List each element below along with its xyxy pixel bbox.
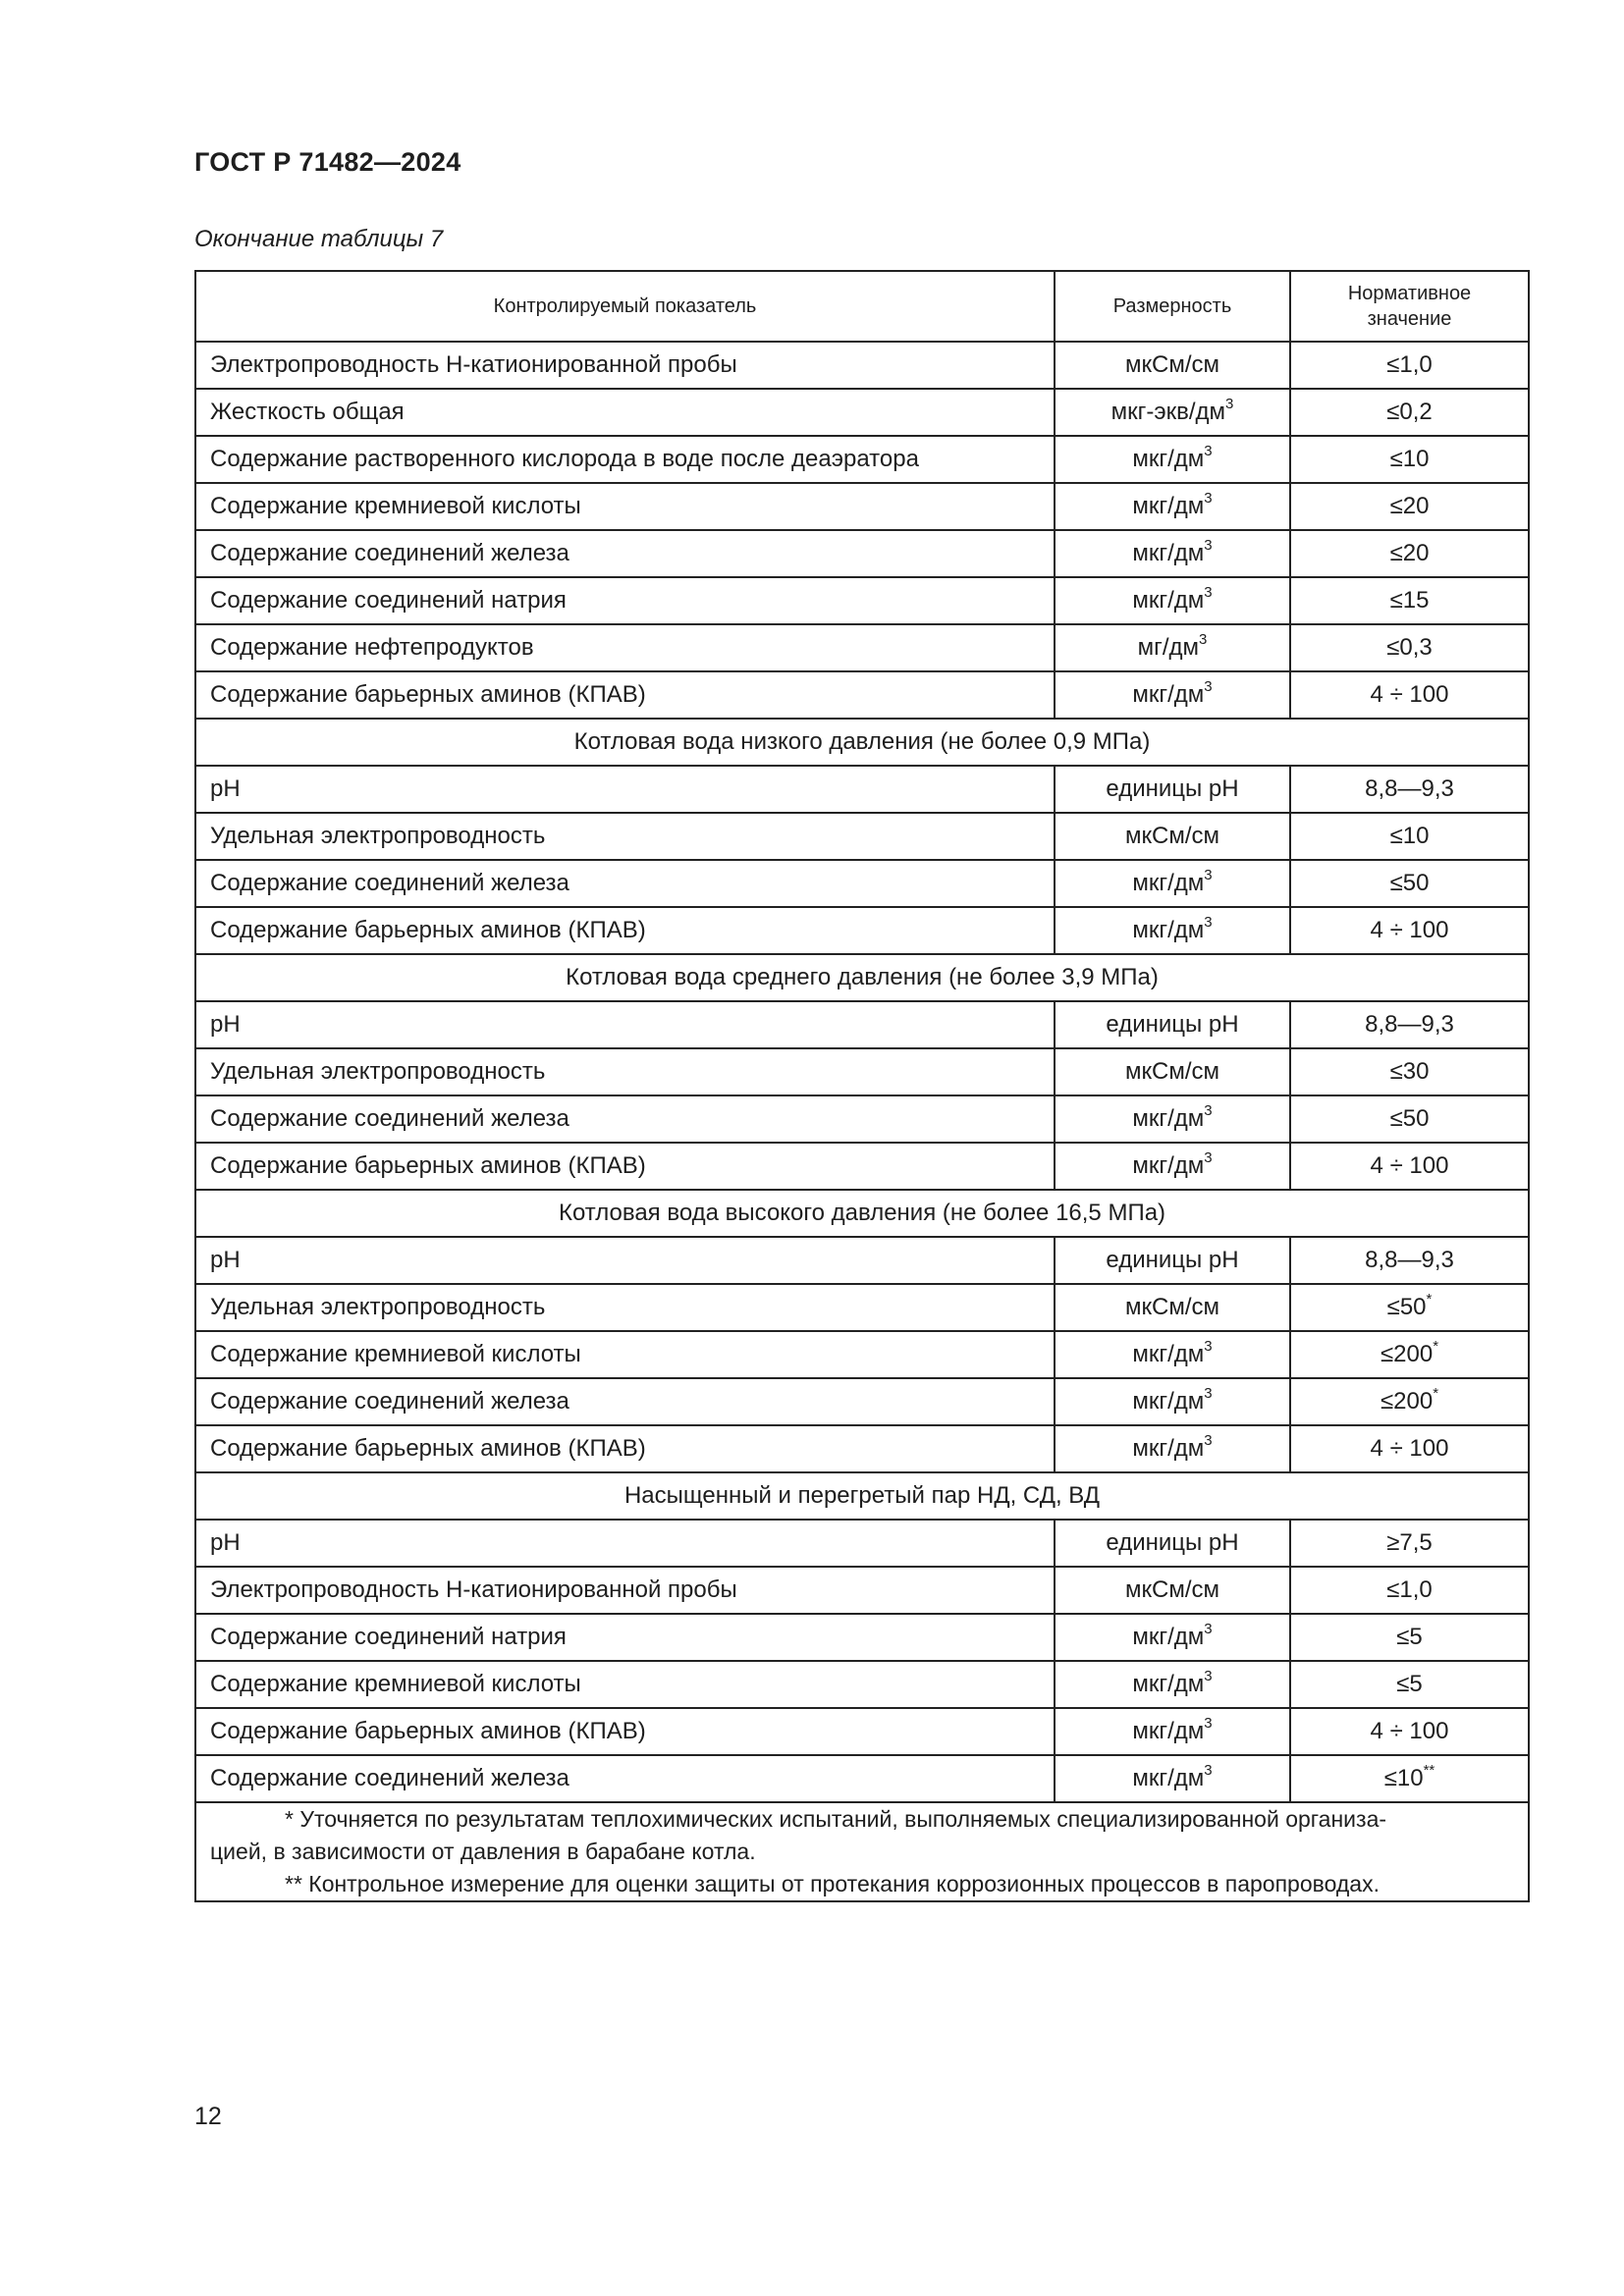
unit-text: мкг/дм [1132,493,1205,519]
norm-value-cell [1290,483,1529,530]
unit-text: единицы pH [1106,1011,1239,1038]
unit-superscript: 3 [1204,1149,1213,1166]
unit-text: мкг/дм [1132,1388,1205,1415]
unit-text: единицы pH [1106,1247,1239,1273]
unit-cell [1055,1284,1290,1331]
unit-cell [1055,624,1290,671]
unit-text: мкг-экв/дм [1110,399,1226,425]
unit-text: мкг/дм [1132,1152,1205,1179]
table-row [195,1001,1529,1048]
footnote-2: ** Контрольное измерение для оценки защиты от протекания коррозионных процессов в паропроводах. [285,1871,1380,1896]
indicator-cell: Удельная электропроводность [195,1284,1055,1331]
unit-text: мкг/дм [1132,1435,1205,1462]
indicator-cell: pH [195,1520,1055,1567]
footnote-marker: * [1426,1291,1433,1308]
unit-cell [1055,1143,1290,1190]
unit-cell [1055,1331,1290,1378]
section-title: Насыщенный и перегретый пар НД, СД, ВД [195,1472,1529,1520]
norm-value-cell [1290,1095,1529,1143]
norm-value-text: 4 ÷ 100 [1370,1152,1449,1179]
unit-cell [1055,1048,1290,1095]
table-row [195,1095,1529,1143]
norm-value-cell [1290,1567,1529,1614]
norm-value-cell [1290,1708,1529,1755]
unit-cell [1055,436,1290,483]
unit-superscript: 3 [1204,1668,1213,1684]
unit-cell [1055,860,1290,907]
norm-value-cell [1290,671,1529,719]
table-row [195,1237,1529,1284]
table-row [195,577,1529,624]
footnote-marker: ** [1423,1762,1435,1779]
unit-text: единицы pH [1106,1529,1239,1556]
norm-value-text: 4 ÷ 100 [1370,917,1449,943]
table-caption: Окончание таблицы 7 [194,226,444,252]
unit-cell [1055,483,1290,530]
indicator-cell: Содержание соединений железа [195,1378,1055,1425]
unit-cell [1055,1378,1290,1425]
section-title: Котловая вода высокого давления (не более 16,5 МПа) [195,1190,1529,1237]
indicator-cell: pH [195,1237,1055,1284]
footnote-1-line-1: * Уточняется по результатам теплохимических испытаний, выполняемых специализированной организа- [285,1806,1387,1832]
indicator-cell: Содержание соединений железа [195,860,1055,907]
norm-value-text: 8,8—9,3 [1365,775,1454,802]
indicator-cell: pH [195,766,1055,813]
unit-superscript: 3 [1204,537,1213,554]
norm-value-text: ≤20 [1389,540,1430,566]
norm-value-cell [1290,860,1529,907]
norm-value-cell [1290,1331,1529,1378]
unit-cell [1055,671,1290,719]
unit-cell [1055,907,1290,954]
table-row [195,1048,1529,1095]
indicator-cell: Содержание барьерных аминов (КПАВ) [195,671,1055,719]
norm-value-text: ≤5 [1396,1624,1423,1650]
norm-value-text: ≤50 [1389,870,1430,896]
norm-value-text: ≤15 [1389,587,1430,614]
table-body [195,342,1529,1802]
indicator-cell: Удельная электропроводность [195,1048,1055,1095]
unit-superscript: 3 [1204,443,1213,459]
section-row [195,1190,1529,1237]
norm-value-cell [1290,1001,1529,1048]
indicator-cell: Содержание соединений натрия [195,1614,1055,1661]
unit-text: мкг/дм [1132,1105,1205,1132]
unit-superscript: 3 [1204,584,1213,601]
norm-value-cell [1290,624,1529,671]
indicator-cell: Содержание соединений железа [195,530,1055,577]
table-row [195,1567,1529,1614]
norm-value-cell [1290,1661,1529,1708]
norm-value-cell [1290,1520,1529,1567]
footnote-marker: * [1433,1385,1439,1402]
table-row [195,766,1529,813]
indicator-cell: Содержание барьерных аминов (КПАВ) [195,1708,1055,1755]
indicator-cell: Содержание соединений железа [195,1755,1055,1802]
unit-text: мкг/дм [1132,870,1205,896]
indicator-cell: Удельная электропроводность [195,813,1055,860]
unit-superscript: 3 [1204,678,1213,695]
unit-cell [1055,1237,1290,1284]
norm-value-text: ≤10 [1389,823,1430,849]
table-row [195,530,1529,577]
unit-text: мкСм/см [1125,1058,1219,1085]
norm-value-text: ≤30 [1389,1058,1430,1085]
indicator-cell: pH [195,1001,1055,1048]
norm-value-cell [1290,530,1529,577]
indicator-cell: Содержание растворенного кислорода в воде после деаэратора [195,436,1055,483]
table-row [195,342,1529,389]
unit-text: мкг/дм [1132,587,1205,614]
unit-cell [1055,1425,1290,1472]
indicator-cell: Содержание барьерных аминов (КПАВ) [195,907,1055,954]
table-row [195,1520,1529,1567]
indicator-cell: Содержание нефтепродуктов [195,624,1055,671]
unit-superscript: 3 [1204,867,1213,883]
table-notes [195,1802,1529,1901]
norm-value-text: ≤10 [1383,1765,1424,1791]
norm-value-cell [1290,1755,1529,1802]
section-row [195,1472,1529,1520]
unit-text: мкСм/см [1125,351,1219,378]
table-row [195,1284,1529,1331]
column-header-unit: Размерность [1055,271,1290,342]
table-row [195,624,1529,671]
notes-row [195,1802,1529,1901]
section-row [195,954,1529,1001]
table-row [195,1143,1529,1190]
table-row [195,1425,1529,1472]
unit-superscript: 3 [1204,1338,1213,1355]
unit-cell [1055,1520,1290,1567]
norm-value-text: ≤0,3 [1386,634,1433,661]
page-number: 12 [194,2103,222,2130]
norm-value-text: ≤5 [1396,1671,1423,1697]
table-row [195,860,1529,907]
section-row [195,719,1529,766]
table-row [195,483,1529,530]
unit-text: мкСм/см [1125,1294,1219,1320]
unit-text: мкСм/см [1125,1576,1219,1603]
unit-text: мкг/дм [1132,540,1205,566]
unit-cell [1055,1755,1290,1802]
unit-superscript: 3 [1204,1102,1213,1119]
footnote-marker: * [1433,1338,1439,1355]
unit-superscript: 3 [1204,490,1213,507]
document-header: ГОСТ Р 71482—2024 [194,147,461,177]
norm-value-text: ≤200 [1380,1388,1434,1415]
norm-value-cell [1290,436,1529,483]
table-row [195,907,1529,954]
unit-cell [1055,766,1290,813]
norms-table [194,270,1530,1902]
section-title: Котловая вода низкого давления (не более 0,9 МПа) [195,719,1529,766]
unit-cell [1055,1567,1290,1614]
norm-value-text: ≤50 [1389,1105,1430,1132]
section-title: Котловая вода среднего давления (не более 3,9 МПа) [195,954,1529,1001]
unit-cell [1055,530,1290,577]
unit-superscript: 3 [1204,1432,1213,1449]
footnote-1-line-2: цией, в зависимости от давления в барабане котла. [210,1839,756,1864]
norm-value-cell [1290,389,1529,436]
unit-text: мкг/дм [1132,681,1205,708]
unit-cell [1055,389,1290,436]
unit-text: мкг/дм [1132,1765,1205,1791]
table-row [195,1708,1529,1755]
unit-cell [1055,577,1290,624]
column-header-norm: Нормативное значение [1290,271,1529,342]
unit-superscript: 3 [1204,1621,1213,1637]
norm-value-text: ≥7,5 [1386,1529,1433,1556]
norm-value-cell [1290,1425,1529,1472]
unit-superscript: 3 [1204,1762,1213,1779]
norm-value-cell [1290,1237,1529,1284]
norm-value-cell [1290,1143,1529,1190]
column-header-indicator: Контролируемый показатель [195,271,1055,342]
indicator-cell: Электропроводность Н-катионированной пробы [195,1567,1055,1614]
norm-value-text: ≤50 [1386,1294,1427,1320]
unit-cell [1055,1001,1290,1048]
unit-text: мкг/дм [1132,1671,1205,1697]
table-row [195,1755,1529,1802]
unit-text: мкСм/см [1125,823,1219,849]
norm-value-text: 4 ÷ 100 [1370,681,1449,708]
table-row [195,671,1529,719]
unit-text: мкг/дм [1132,446,1205,472]
table-row [195,389,1529,436]
norm-value-text: 8,8—9,3 [1365,1247,1454,1273]
norm-value-cell [1290,1378,1529,1425]
norm-value-text: ≤1,0 [1386,1576,1433,1603]
table-row [195,1331,1529,1378]
norm-value-cell [1290,1048,1529,1095]
unit-text: мкг/дм [1132,1718,1205,1744]
unit-cell [1055,1095,1290,1143]
norm-value-text: ≤1,0 [1386,351,1433,378]
unit-cell [1055,1614,1290,1661]
table-row [195,436,1529,483]
unit-text: мкг/дм [1132,1624,1205,1650]
indicator-cell: Содержание соединений натрия [195,577,1055,624]
table-row [195,1614,1529,1661]
norm-value-text: ≤200 [1380,1341,1434,1367]
unit-text: мг/дм [1137,634,1200,661]
indicator-cell: Жесткость общая [195,389,1055,436]
unit-cell [1055,1661,1290,1708]
table-row [195,813,1529,860]
norm-value-text: 4 ÷ 100 [1370,1718,1449,1744]
norm-value-text: ≤0,2 [1386,399,1433,425]
table-row [195,1378,1529,1425]
table-header-row [195,271,1529,342]
indicator-cell: Содержание кремниевой кислоты [195,1661,1055,1708]
indicator-cell: Содержание барьерных аминов (КПАВ) [195,1143,1055,1190]
indicator-cell: Содержание кремниевой кислоты [195,1331,1055,1378]
norm-value-text: ≤10 [1389,446,1430,472]
unit-superscript: 3 [1204,1385,1213,1402]
indicator-cell: Содержание соединений железа [195,1095,1055,1143]
indicator-cell: Содержание кремниевой кислоты [195,483,1055,530]
unit-text: мкг/дм [1132,1341,1205,1367]
unit-cell [1055,1708,1290,1755]
indicator-cell: Электропроводность Н-катионированной пробы [195,342,1055,389]
norm-value-text: 4 ÷ 100 [1370,1435,1449,1462]
table-row [195,1661,1529,1708]
indicator-cell: Содержание барьерных аминов (КПАВ) [195,1425,1055,1472]
unit-text: единицы pH [1106,775,1239,802]
unit-cell [1055,813,1290,860]
norm-value-cell [1290,1284,1529,1331]
norm-value-cell [1290,907,1529,954]
norm-value-cell [1290,577,1529,624]
norm-value-cell [1290,1614,1529,1661]
norm-value-cell [1290,342,1529,389]
norm-value-cell [1290,766,1529,813]
unit-superscript: 3 [1225,396,1234,412]
norms-table-wrapper [194,270,1528,1902]
unit-text: мкг/дм [1132,917,1205,943]
unit-superscript: 3 [1204,1715,1213,1732]
unit-superscript: 3 [1199,631,1208,648]
norm-value-cell [1290,813,1529,860]
unit-cell [1055,342,1290,389]
unit-superscript: 3 [1204,914,1213,931]
norm-value-text: ≤20 [1389,493,1430,519]
norm-value-text: 8,8—9,3 [1365,1011,1454,1038]
